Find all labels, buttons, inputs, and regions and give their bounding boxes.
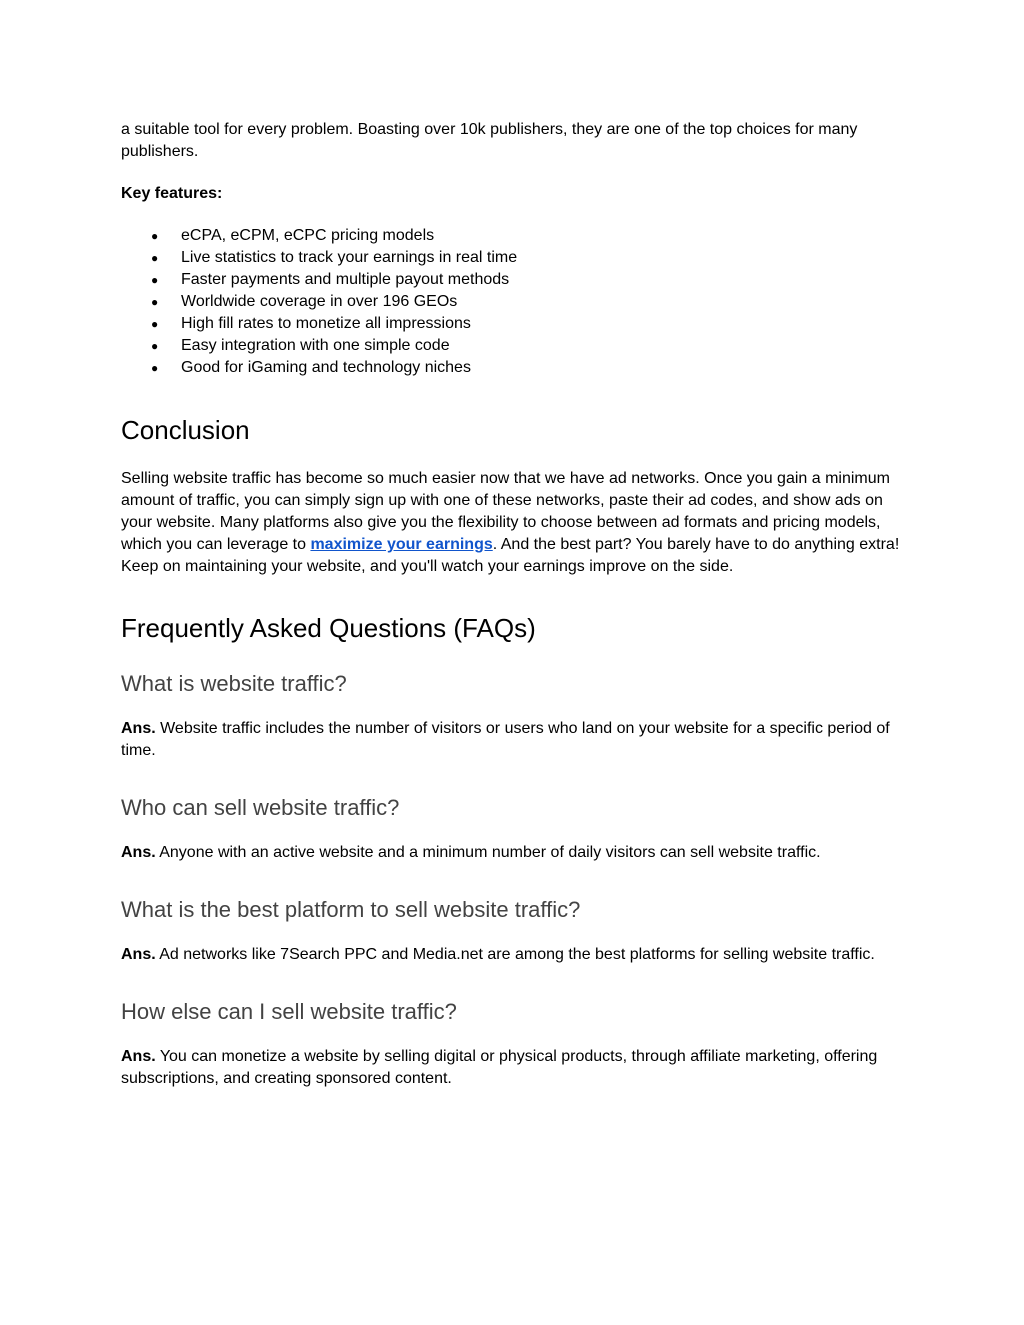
feature-item	[121, 269, 911, 291]
key-features-heading: Key features:	[121, 185, 223, 202]
ans-label: Ans.	[121, 1048, 156, 1065]
bullet-icon: ●	[151, 251, 159, 265]
ans-label: Ans.	[121, 844, 156, 861]
feature-item	[121, 357, 911, 379]
ans-label: Ans.	[121, 946, 156, 963]
faq-heading: Frequently Asked Questions (FAQs)	[121, 613, 536, 643]
faq-question: How else can I sell website traffic?	[121, 999, 457, 1024]
faq-answer	[121, 842, 911, 864]
faq-answer	[121, 944, 911, 966]
bullet-icon: ●	[151, 361, 159, 375]
feature-item	[121, 247, 911, 269]
conclusion-text-before: Selling website traffic has become so much easier now that we have ad networks. Once you gain a minimum amount of traffic, you can simply sign up with one of these networks, paste their ad codes, and show ads on your website. Many platforms also give you the flexibility to choose between ad formats and pricing models, which you can leverage to	[121, 470, 890, 553]
feature-item	[121, 291, 911, 313]
faq-question: Who can sell website traffic?	[121, 795, 400, 820]
feature-item	[121, 313, 911, 335]
faq-answer-text: Anyone with an active website and a minimum number of daily visitors can sell website traffic.	[155, 844, 821, 861]
maximize-earnings-link[interactable]: maximize your earnings	[310, 536, 493, 553]
feature-text: Easy integration with one simple code	[181, 337, 450, 354]
faq-answer-text: Ad networks like 7Search PPC and Media.net are among the best platforms for selling website traffic.	[155, 946, 875, 963]
feature-text: High fill rates to monetize all impressions	[181, 315, 471, 332]
bullet-icon: ●	[151, 317, 159, 331]
feature-text: Good for iGaming and technology niches	[181, 359, 471, 376]
feature-text: Faster payments and multiple payout methods	[181, 271, 510, 288]
conclusion-text-after: . And the best part? You barely have to do anything extra! Keep on maintaining your website, and you'll watch your earnings improve on the side.	[121, 536, 900, 575]
conclusion-paragraph	[121, 468, 911, 578]
faq-question: What is website traffic?	[121, 671, 347, 696]
faq-answer-text: You can monetize a website by selling digital or physical products, through affiliate marketing, offering subscriptions, and creating sponsored content.	[121, 1048, 878, 1087]
bullet-icon: ●	[151, 229, 159, 243]
feature-text: eCPA, eCPM, eCPC pricing models	[181, 227, 435, 244]
feature-text: Live statistics to track your earnings in real time	[181, 249, 518, 266]
intro-paragraph: a suitable tool for every problem. Boasting over 10k publishers, they are one of the top choices for many publishers.	[121, 121, 858, 160]
faq-answer	[121, 718, 911, 762]
faq-question: What is the best platform to sell website traffic?	[121, 897, 581, 922]
bullet-icon: ●	[151, 339, 159, 353]
feature-item	[121, 225, 911, 247]
conclusion-heading: Conclusion	[121, 415, 250, 445]
feature-text: Worldwide coverage in over 196 GEOs	[181, 293, 458, 310]
bullet-icon: ●	[151, 273, 159, 287]
faq-answer-text: Website traffic includes the number of visitors or users who land on your website for a specific period of time.	[121, 720, 890, 759]
faq-answer	[121, 1046, 911, 1090]
key-features-list	[121, 225, 911, 379]
ans-label: Ans.	[121, 720, 156, 737]
feature-item	[121, 335, 911, 357]
document-page	[121, 119, 911, 1122]
bullet-icon: ●	[151, 295, 159, 309]
